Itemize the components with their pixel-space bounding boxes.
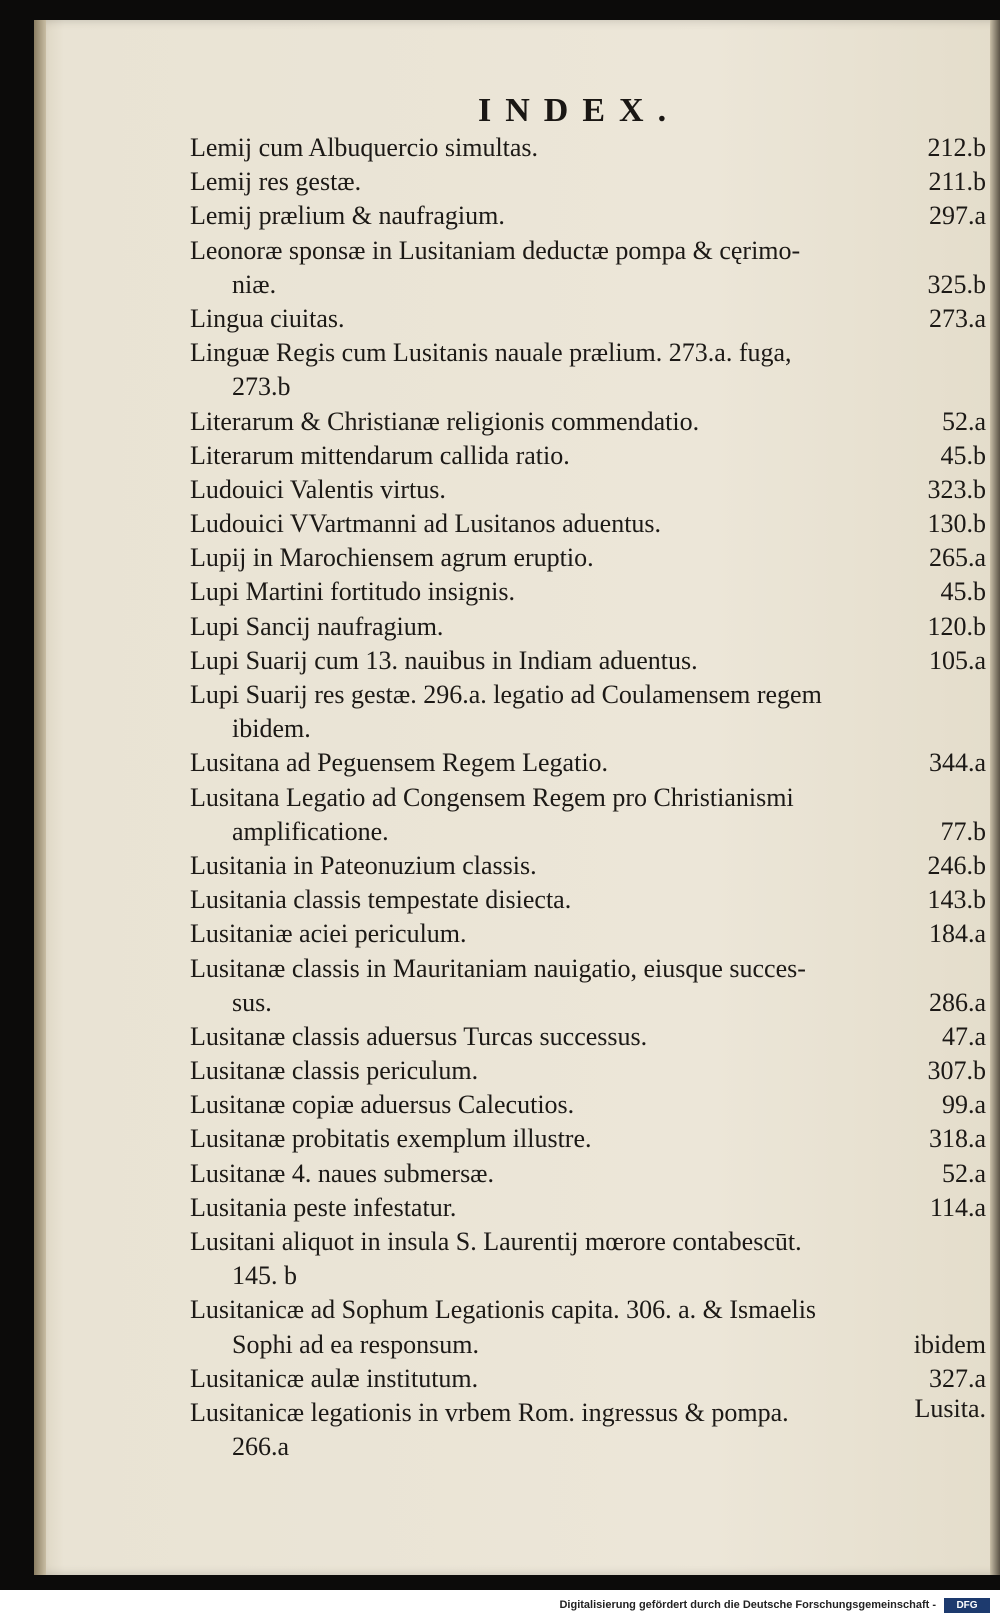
entry-text: ibidem. (232, 714, 311, 744)
index-entry (190, 473, 986, 507)
index-entry (190, 712, 986, 746)
entry-text: Lupi Sancij naufragium. (190, 611, 444, 641)
entry-text: 273.b (232, 372, 291, 402)
entry-text: Literarum & Christianæ religionis commendatio. (190, 406, 700, 436)
index-entry (190, 1191, 986, 1225)
entry-page-ref: 130.b (927, 509, 986, 539)
entry-text: Lusitania in Pateonuzium classis. (190, 850, 537, 880)
index-entry (190, 917, 986, 951)
digitization-credit-bar (0, 1593, 1000, 1621)
index-entry (190, 1362, 986, 1396)
entry-text: sus. (232, 987, 272, 1017)
entry-text: Lemij res gestæ. (190, 167, 362, 197)
entry-text: Lingua ciuitas. (190, 303, 345, 333)
entry-text: Lusitanæ 4. naues submersæ. (190, 1158, 495, 1188)
index-entry (190, 405, 986, 439)
page-fore-edge (990, 20, 1000, 1575)
entry-text: 266.a (232, 1432, 290, 1462)
entry-page-ref: 105.a (928, 645, 986, 675)
entry-page-ref: 143.b (927, 885, 986, 915)
index-entry (190, 1259, 986, 1293)
entry-text: Lusitanæ classis in Mauritaniam nauigatio, eiusque succes- (190, 953, 806, 983)
index-entry (190, 131, 986, 165)
index-entry (190, 302, 986, 336)
index-entry (190, 199, 986, 233)
dfg-logo: DFG (944, 1598, 990, 1613)
running-title: INDEX. (478, 92, 681, 129)
entry-page-ref: 211.b (928, 167, 986, 197)
entry-page-ref: 52.a (941, 406, 986, 436)
entry-text: Lusitana ad Peguensem Regem Legatio. (190, 748, 609, 778)
entry-text: Lusitanæ classis aduersus Turcas successus. (190, 1021, 648, 1051)
index-entry (190, 1088, 986, 1122)
entry-text: Lusitaniæ aciei periculum. (190, 919, 467, 949)
entry-page-ref: 246.b (927, 850, 986, 880)
index-entry (190, 541, 986, 575)
index-entry (190, 370, 986, 404)
entry-text: amplificatione. (232, 816, 389, 846)
entry-page-ref: 45.b (940, 577, 986, 607)
entry-page-ref: 327.a (928, 1363, 986, 1393)
entry-page-ref: 120.b (927, 611, 986, 641)
entry-page-ref: 325.b (927, 269, 986, 299)
entry-page-ref: 297.a (928, 201, 986, 231)
entry-page-ref: 184.a (928, 919, 986, 949)
entry-text: Lupij in Marochiensem agrum eruptio. (190, 543, 594, 573)
entry-text: Lupi Martini fortitudo insignis. (190, 577, 515, 607)
credit-text: Digitalisierung gefördert durch die Deutsche Forschungsgemeinschaft - (559, 1599, 936, 1611)
entry-page-ref: 77.b (940, 816, 986, 846)
entry-text: Lusitana Legatio ad Congensem Regem pro Christianismi (190, 782, 794, 812)
entry-text: Lemij prælium & naufragium. (190, 201, 505, 231)
entry-page-ref: 52.a (941, 1158, 986, 1188)
index-entry (190, 268, 986, 302)
index-entry (190, 439, 986, 473)
index-entry (190, 1020, 986, 1054)
entry-page-ref: 318.a (928, 1124, 986, 1154)
index-entry (190, 849, 986, 883)
entry-text: Lusitanæ copiæ aduersus Calecutios. (190, 1090, 575, 1120)
index-entry (190, 781, 986, 815)
entry-text: Lusitanicæ legationis in vrbem Rom. ingressus & pompa. (190, 1397, 789, 1427)
catchword: Lusita. (914, 1394, 986, 1423)
entry-text: Ludouici Valentis virtus. (190, 474, 446, 504)
index-entry (190, 1225, 986, 1259)
index-entry (190, 746, 986, 780)
entry-text: 145. b (232, 1261, 297, 1291)
index-entry (190, 1430, 986, 1464)
entry-text: Lusitania classis tempestate disiecta. (190, 885, 572, 915)
index-entry (190, 1396, 986, 1430)
entry-page-ref: 307.b (927, 1056, 986, 1086)
entry-text: niæ. (232, 269, 277, 299)
entry-page-ref: ibidem (913, 1329, 986, 1359)
entry-page-ref: 323.b (927, 474, 986, 504)
entry-page-ref: 344.a (928, 748, 986, 778)
entry-page-ref: 212.b (927, 133, 986, 162)
entry-text: Lupi Suarij res gestæ. 296.a. legatio ad Coulamensem regem (190, 680, 822, 709)
index-entry (190, 678, 986, 712)
entry-text: Ludouici VVartmanni ad Lusitanos aduentus. (190, 509, 662, 539)
index-entry (190, 1054, 986, 1088)
index-entry (190, 610, 986, 644)
entry-text: Lupi Suarij cum 13. nauibus in Indiam aduentus. (190, 645, 698, 675)
index-entry (190, 336, 986, 370)
entry-page-ref: 114.a (929, 1192, 986, 1222)
entry-page-ref: 273.a (928, 303, 986, 333)
index-entry (190, 986, 986, 1020)
entry-page-ref: 265.a (928, 543, 986, 573)
index-entry (190, 1293, 986, 1327)
index-entry (190, 815, 986, 849)
entry-text: Lusitania peste infestatur. (190, 1192, 457, 1222)
entry-text: Linguæ Regis cum Lusitanis nauale prælium. 273.a. fuga, (190, 338, 792, 368)
entry-page-ref: 47.a (941, 1021, 986, 1051)
entry-text: Sophi ad ea responsum. (232, 1329, 479, 1359)
index-entry (190, 1157, 986, 1191)
entry-text: Lusitanæ classis periculum. (190, 1056, 479, 1086)
index-entries (190, 131, 986, 1464)
entry-text: Lusitani aliquot in insula S. Laurentij mœrore contabescūt. (190, 1227, 802, 1256)
index-entry (190, 644, 986, 678)
index-entry (190, 575, 986, 609)
index-entry (190, 952, 986, 986)
index-entry (190, 1328, 986, 1362)
entry-text: Lemij cum Albuquercio simultas. (190, 133, 539, 162)
entry-text: Lusitanicæ aulæ institutum. (190, 1363, 479, 1393)
index-entry (190, 1122, 986, 1156)
entry-page-ref: 286.a (928, 987, 986, 1017)
index-entry (190, 234, 986, 268)
page-gutter-edge (34, 20, 46, 1575)
index-entry (190, 165, 986, 199)
entry-page-ref: 99.a (941, 1090, 986, 1120)
index-entry (190, 883, 986, 917)
entry-text: Lusitanæ probitatis exemplum illustre. (190, 1124, 592, 1154)
entry-page-ref: 45.b (940, 440, 986, 470)
entry-text: Lusitanicæ ad Sophum Legationis capita. 306. a. & Ismaelis (190, 1295, 817, 1325)
entry-text: Leonoræ sponsæ in Lusitaniam deductæ pompa & cęrimo- (190, 235, 801, 265)
index-entry (190, 507, 986, 541)
entry-text: Literarum mittendarum callida ratio. (190, 440, 570, 470)
